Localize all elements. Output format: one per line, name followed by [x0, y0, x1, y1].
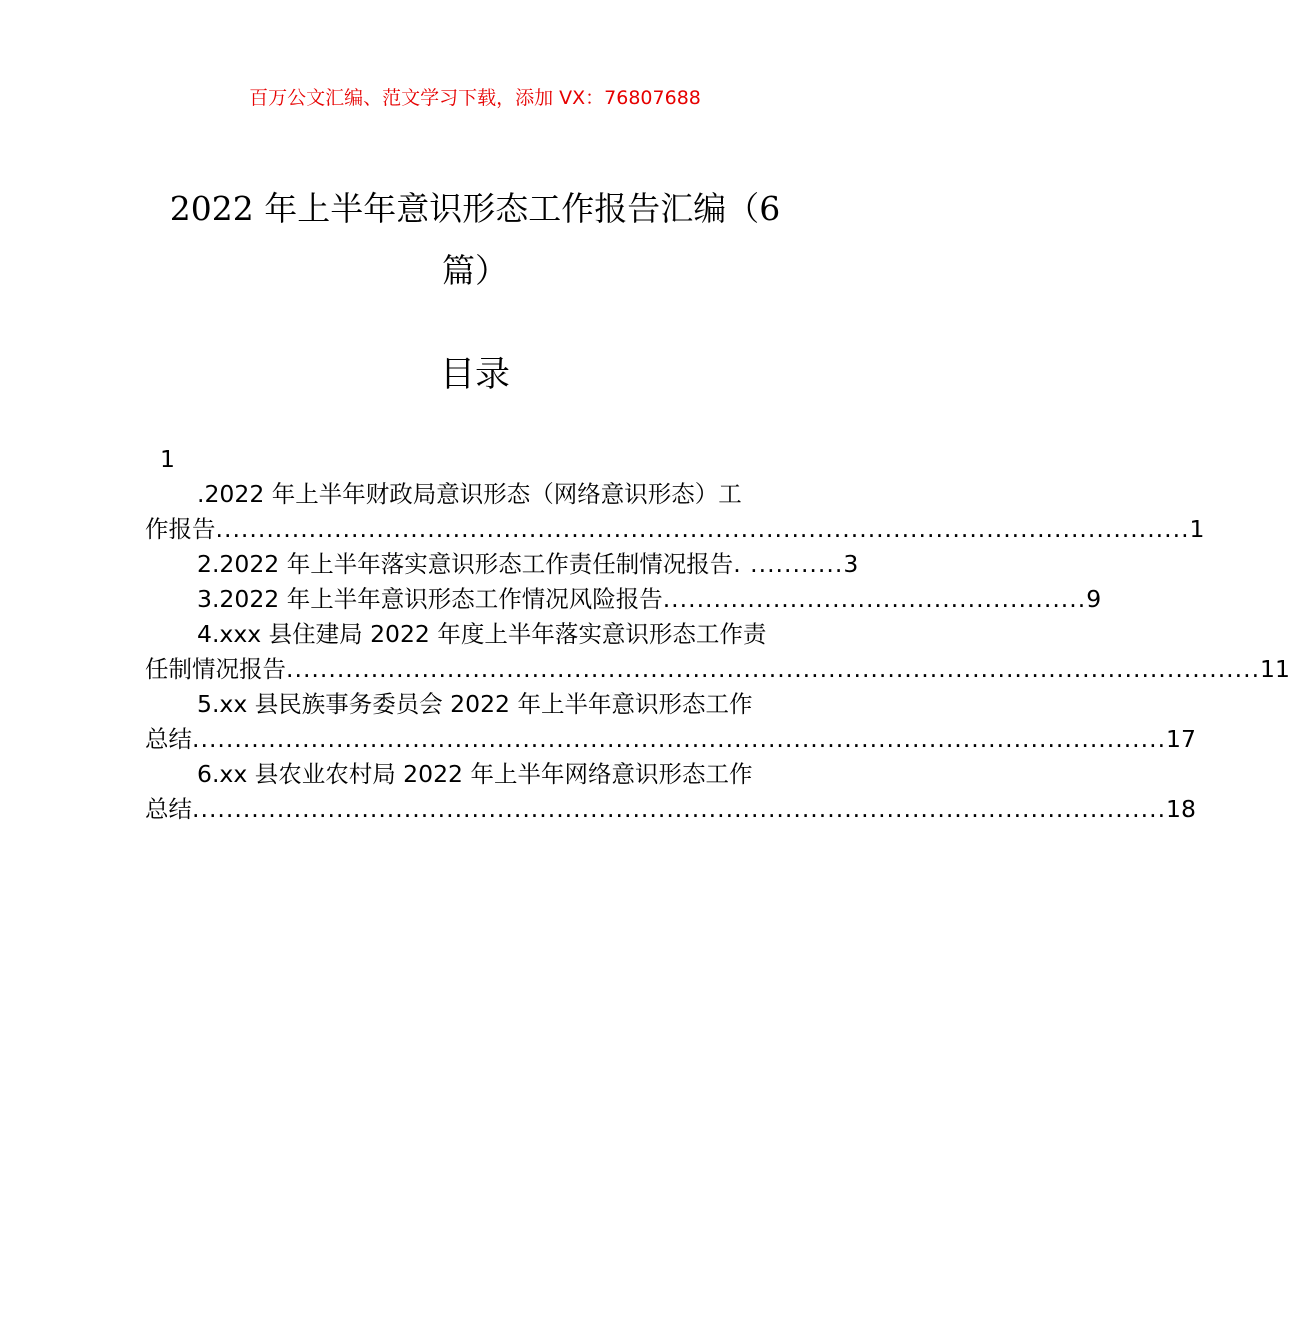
toc-entry-title-line — [145, 687, 807, 722]
toc-entry[interactable] — [145, 547, 859, 582]
toc-entry-page: 11 — [1260, 655, 1290, 683]
toc-entry-title-line — [145, 792, 1196, 827]
toc-entry-page: 1 — [1189, 515, 1205, 543]
toc-entry-page: 9 — [1086, 585, 1102, 613]
toc-leading-number: 1 — [160, 445, 175, 473]
document-title: 2022 年上半年意识形态工作报告汇编（6 篇） — [169, 189, 781, 290]
dot-leader: .................................................. — [662, 585, 1087, 613]
toc-entry-title: 3.2022 年上半年意识形态工作情况风险报告 — [197, 585, 663, 613]
dot-leader: ................................................................................................................... — [215, 515, 1190, 543]
toc-entry-title: .2022 年上半年财政局意识形态（网络意识形态）工 — [197, 480, 742, 508]
dot-leader: ................................................................................................................... — [286, 655, 1261, 683]
toc-entry-title: 6.xx 县农业农村局 2022 年上半年网络意识形态工作 — [197, 760, 753, 788]
toc-entry[interactable] — [145, 687, 1196, 757]
dot-leader: . ........... — [733, 550, 844, 578]
toc-entry-title-line — [145, 477, 807, 512]
toc-heading: 目录 — [439, 355, 510, 395]
toc-entry-page: 17 — [1166, 725, 1196, 753]
toc-entry-title-continued: 作报告 — [145, 515, 216, 543]
toc-entry-title-continued: 总结 — [145, 725, 192, 753]
toc-entry-title-line — [145, 547, 859, 582]
toc-entry-page: 18 — [1166, 795, 1196, 823]
toc-entry-title-line — [145, 617, 807, 652]
toc-entry-title-continued: 任制情况报告 — [145, 655, 286, 683]
watermark-text: 百万公文汇编、范文学习下载，添加 VX：76807688 — [249, 87, 701, 109]
toc-entry-title: 5.xx 县民族事务委员会 2022 年上半年意识形态工作 — [197, 690, 753, 718]
toc-entry-title-line — [145, 757, 807, 792]
toc-entry-title: 4.xxx 县住建局 2022 年度上半年落实意识形态工作责 — [197, 620, 767, 648]
table-of-contents — [145, 442, 1290, 827]
toc-entry[interactable] — [145, 617, 1290, 687]
toc-entry[interactable] — [145, 757, 1196, 827]
dot-leader: ................................................................................................................... — [192, 725, 1167, 753]
toc-entry-title-line — [145, 722, 1196, 757]
toc-entry-title-line — [145, 512, 1205, 547]
toc-entry-title-continued: 总结 — [145, 795, 192, 823]
toc-entry-title-line — [145, 582, 1102, 617]
toc-entry[interactable] — [145, 477, 1205, 547]
toc-entry-page: 3 — [843, 550, 859, 578]
toc-entry[interactable] — [145, 582, 1102, 617]
toc-entry-title-line — [145, 652, 1290, 687]
toc-entry-title: 2.2022 年上半年落实意识形态工作责任制情况报告 — [197, 550, 734, 578]
dot-leader: ................................................................................................................... — [192, 795, 1167, 823]
